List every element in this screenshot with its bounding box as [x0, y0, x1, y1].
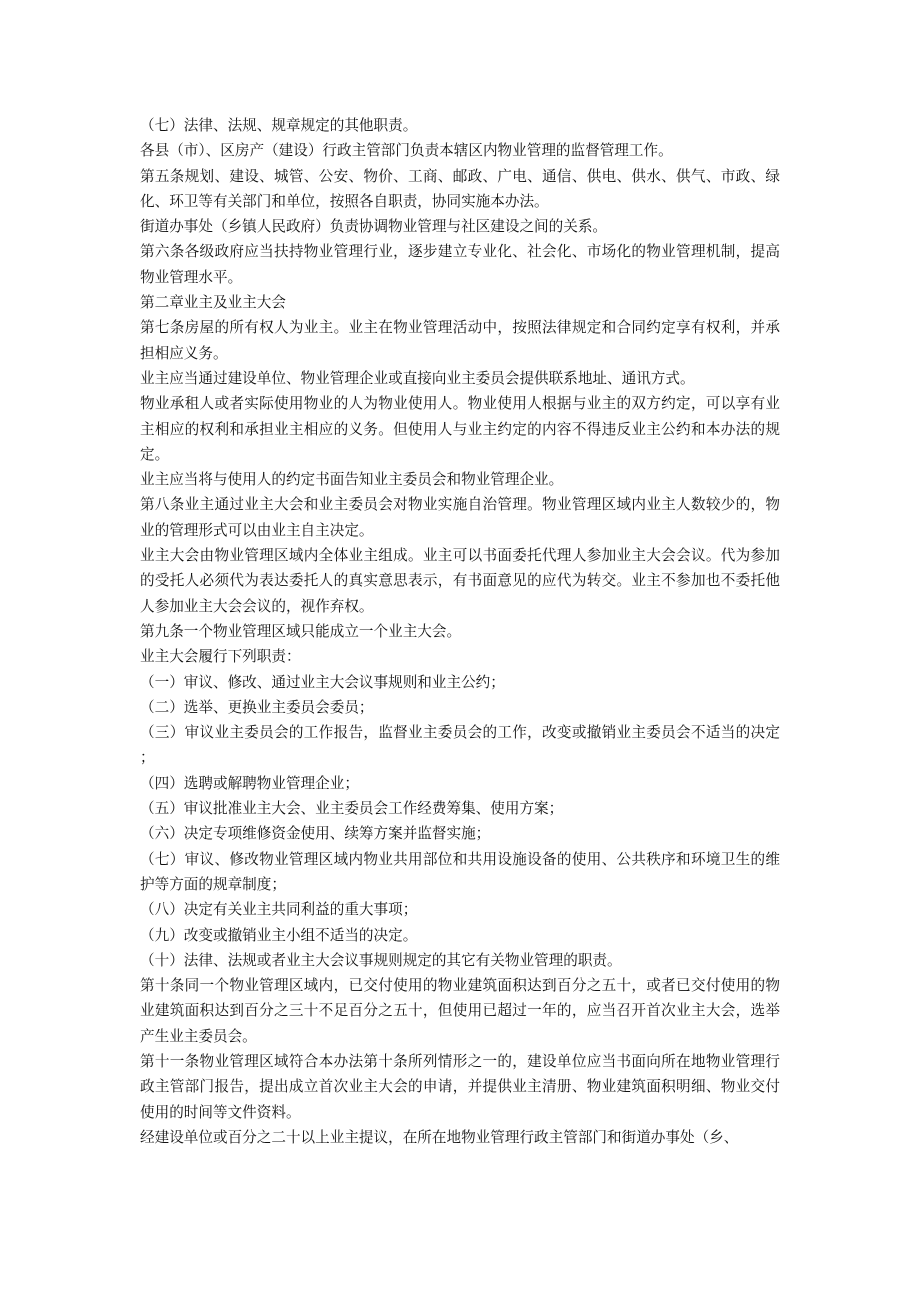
- paragraph-4: 街道办事处（乡镇人民政府）负责协调物业管理与社区建设之间的关系。: [140, 218, 608, 236]
- paragraph-7: 第七条房屋的所有权人为业主。业主在物业管理活动中，按照法律规定和合同约定享有权利，并承担相应义务。: [140, 319, 780, 362]
- list-item-1: （一）审议、修改、通过业主大会议事规则和业主公约；: [140, 673, 505, 691]
- list-item-3: （三）审议业主委员会的工作报告，监督业主委员会的工作，改变或撤销业主委员会不适当的决定；: [140, 724, 780, 767]
- list-item-5: （五）审议批准业主大会、业主委员会工作经费筹集、使用方案；: [140, 800, 564, 818]
- list-item-7: （七）审议、修改物业管理区域内物业共用部位和共用设施设备的使用、公共秩序和环境卫生的维护等方面的规章制度；: [140, 850, 780, 893]
- paragraph-10: 业主应当将与使用人的约定书面告知业主委员会和物业管理企业。: [140, 471, 564, 489]
- paragraph-9: 物业承租人或者实际使用物业的人为物业使用人。物业使用人根据与业主的双方约定，可以享有业主相应的权利和承担业主相应的义务。但使用人与业主约定的内容不得违反业主公约和本办法的规定。: [140, 395, 780, 463]
- list-item-4: （四）选聘或解聘物业管理企业；: [140, 774, 359, 792]
- paragraph-1: （七）法律、法规、规章规定的其他职责。: [140, 117, 418, 134]
- paragraph-8: 业主应当通过建设单位、物业管理企业或直接向业主委员会提供联系地址、通讯方式。: [140, 369, 695, 387]
- document-page: [140, 113, 780, 1150]
- chapter-heading: 第二章业主及业主大会: [140, 294, 286, 312]
- list-item-8: （八）决定有关业主共同利益的重大事项；: [140, 901, 418, 919]
- paragraph-25: 第十条同一个物业管理区域内，已交付使用的物业建筑面积达到百分之五十，或者已交付使用的物业建筑面积达到百分之三十不足百分之五十，但使用已超过一年的，应当召开首次业主大会，选举产生业主委员会。: [140, 977, 780, 1045]
- paragraph-12: 业主大会由物业管理区域内全体业主组成。业主可以书面委托代理人参加业主大会会议。代为参加的受托人必须代为表达委托人的真实意思表示，有书面意见的应代为转交。业主不参加也不委托他人参加业主大会会议的，视作弃权。: [140, 547, 780, 615]
- list-item-9: （九）改变或撤销业主小组不适当的决定。: [140, 926, 418, 944]
- paragraph-13: 第九条一个物业管理区域只能成立一个业主大会。: [140, 622, 462, 640]
- paragraph-27: 经建设单位或百分之二十以上业主提议，在所在地物业管理行政主管部门和街道办事处（乡、: [140, 1128, 739, 1146]
- list-item-10: （十）法律、法规或者业主大会议事规则规定的其它有关物业管理的职责。: [140, 951, 622, 969]
- paragraph-2: 各县（市）、区房产（建设）行政主管部门负责本辖区内物业管理的监督管理工作。: [140, 142, 673, 160]
- paragraph-14: 业主大会履行下列职责：: [140, 648, 301, 666]
- list-item-6: （六）决定专项维修资金使用、续筹方案并监督实施；: [140, 825, 491, 843]
- paragraph-26: 第十一条物业管理区域符合本办法第十条所列情形之一的，建设单位应当书面向所在地物业管理行政主管部门报告，提出成立首次业主大会的申请，并提供业主清册、物业建筑面积明细、物业交付使用的时间等文件资料。: [140, 1052, 780, 1121]
- paragraph-5: 第六条各级政府应当扶持物业管理行业，逐步建立专业化、社会化、市场化的物业管理机制，提高物业管理水平。: [140, 243, 780, 286]
- paragraph-11: 第八条业主通过业主大会和业主委员会对物业实施自治管理。物业管理区域内业主人数较少的，物业的管理形式可以由业主自主决定。: [140, 496, 780, 539]
- paragraph-3: 第五条规划、建设、城管、公安、物价、工商、邮政、广电、通信、供电、供水、供气、市政、绿化、环卫等有关部门和单位，按照各自职责，协同实施本办法。: [140, 167, 780, 210]
- list-item-2: （二）选举、更换业主委员会委员；: [140, 698, 374, 716]
